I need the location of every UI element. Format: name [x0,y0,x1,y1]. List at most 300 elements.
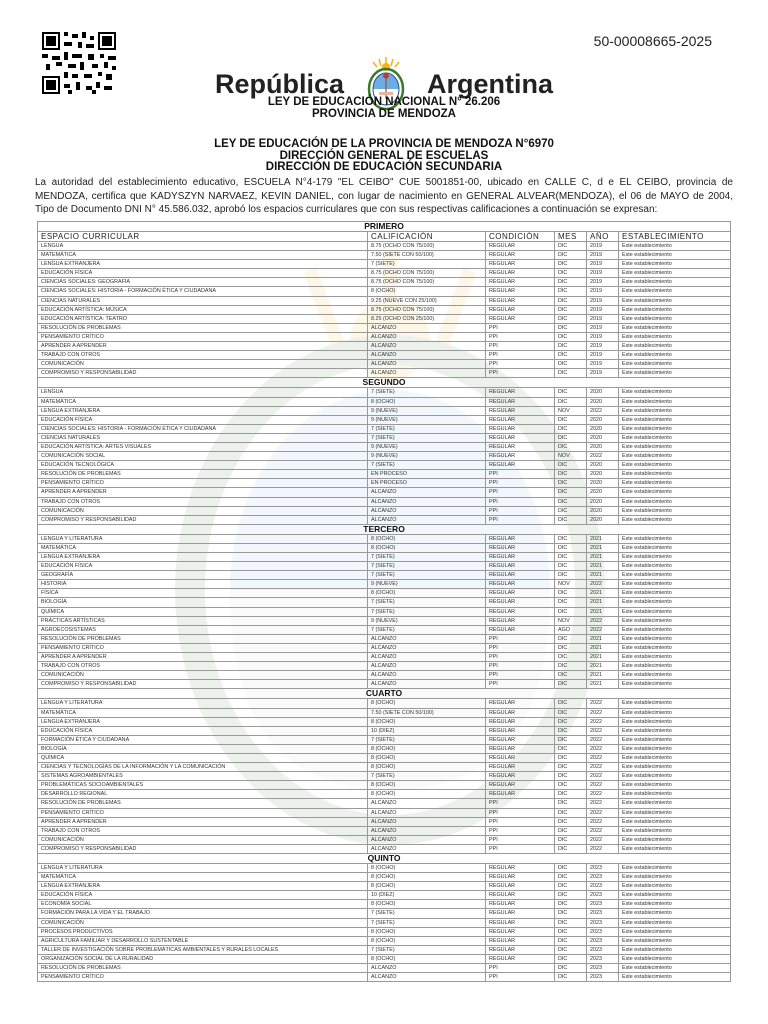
table-cell: ALCANZO [368,662,486,671]
table-row [38,790,731,799]
table-row [38,369,731,378]
table-row [38,360,731,369]
table-cell: CIENCIAS Y TECNOLOGÍAS DE LA INFORMACIÓN Y LA COMUNICACIÓN [38,763,368,772]
table-cell: 7 (SIETE) [368,909,486,918]
table-cell: ORGANIZACIÓN SOCIAL DE LA RURALIDAD [38,954,368,963]
table-cell: DIC [555,835,587,844]
table-cell: 2020 [587,515,619,524]
table-cell: 2022 [587,844,619,853]
column-header: CONDICIÓN [486,232,555,242]
table-row [38,799,731,808]
table-cell: REGULAR [486,269,555,278]
table-row [38,945,731,954]
table-cell: REGULAR [486,607,555,616]
table-cell: PPI [486,634,555,643]
table-row [38,717,731,726]
table-cell: ALCANZO [368,506,486,515]
table-cell: 2022 [587,699,619,708]
table-row [38,616,731,625]
section-title: TERCERO [38,524,731,534]
table-cell: 2021 [587,680,619,689]
table-cell: Este establecimiento [619,753,731,762]
table-cell: Este establecimiento [619,799,731,808]
table-cell: DIC [555,744,587,753]
section-row [38,222,731,232]
table-cell: DIC [555,424,587,433]
table-cell: 8 (OCHO) [368,744,486,753]
table-cell: Este establecimiento [619,891,731,900]
table-cell: REGULAR [486,424,555,433]
table-cell: REGULAR [486,442,555,451]
table-cell: DIC [555,433,587,442]
table-cell: DIC [555,671,587,680]
table-cell: DIC [555,351,587,360]
table-cell: 2019 [587,278,619,287]
table-cell: 9 (NUEVE) [368,580,486,589]
table-cell: 8 (OCHO) [368,864,486,873]
table-cell: 8 (OCHO) [368,873,486,882]
table-row [38,342,731,351]
table-row [38,753,731,762]
table-cell: 8 (OCHO) [368,927,486,936]
table-cell: DIC [555,515,587,524]
table-cell: MATEMÁTICA [38,543,368,552]
table-cell: Este establecimiento [619,397,731,406]
table-cell: EDUCACIÓN FÍSICA [38,562,368,571]
table-cell: 2020 [587,433,619,442]
table-cell: DIC [555,314,587,323]
table-row [38,287,731,296]
table-cell: DIC [555,844,587,853]
table-cell: Este establecimiento [619,616,731,625]
table-cell: DIC [555,964,587,973]
table-cell: 7 (SIETE) [368,562,486,571]
table-cell: Este establecimiento [619,571,731,580]
table-cell: NOV [555,580,587,589]
table-cell: PPI [486,643,555,652]
table-cell: DIC [555,269,587,278]
table-cell: Este establecimiento [619,882,731,891]
table-cell: 2020 [587,506,619,515]
table-row [38,406,731,415]
table-cell: CIENCIAS SOCIALES: HISTORIA - FORMACIÓN ÉTICA Y CIUDADANA [38,287,368,296]
table-cell: 2022 [587,616,619,625]
table-cell: ALCANZO [368,634,486,643]
column-header: CALIFICACIÓN [368,232,486,242]
table-row [38,671,731,680]
column-header: ESPACIO CURRICULAR [38,232,368,242]
table-cell: DIC [555,571,587,580]
table-cell: 2021 [587,671,619,680]
table-cell: Este establecimiento [619,662,731,671]
table-row [38,891,731,900]
table-cell: REGULAR [486,397,555,406]
table-cell: Este establecimiento [619,479,731,488]
table-row [38,562,731,571]
table-cell: 2019 [587,305,619,314]
table-row [38,680,731,689]
table-cell: 2019 [587,360,619,369]
table-cell: RESOLUCIÓN DE PROBLEMAS [38,964,368,973]
table-cell: PPI [486,964,555,973]
table-cell: 2022 [587,799,619,808]
table-row [38,506,731,515]
table-cell: DIC [555,251,587,260]
table-cell: DIC [555,442,587,451]
table-cell: DIC [555,699,587,708]
table-cell: 2019 [587,332,619,341]
table-cell: DIC [555,891,587,900]
table-cell: PPI [486,835,555,844]
table-cell: REGULAR [486,553,555,562]
table-cell: ALCANZO [368,680,486,689]
table-cell: ALCANZO [368,515,486,524]
table-cell: Este establecimiento [619,864,731,873]
table-cell: 2020 [587,488,619,497]
table-cell: TRABAJO CON OTROS [38,351,368,360]
table-cell: REGULAR [486,753,555,762]
table-cell: DIC [555,864,587,873]
table-cell: APRENDER A APRENDER [38,342,368,351]
table-cell: REGULAR [486,918,555,927]
table-cell: TRABAJO CON OTROS [38,826,368,835]
table-cell: LENGUA Y LITERATURA [38,699,368,708]
table-cell: Este establecimiento [619,424,731,433]
direction-secondary: DIRECCIÓN DE EDUCACIÓN SECUNDARIA [265,161,503,173]
table-cell: 9.25 (NUEVE CON 25/100) [368,296,486,305]
table-cell: DIC [555,772,587,781]
table-cell: APRENDER A APRENDER [38,488,368,497]
table-cell: LENGUA EXTRANJERA [38,717,368,726]
table-cell: ALCANZO [368,369,486,378]
table-cell: 7 (SIETE) [368,945,486,954]
table-cell: CIENCIAS NATURALES [38,296,368,305]
table-cell: 2022 [587,625,619,634]
table-cell: Este establecimiento [619,251,731,260]
table-cell: DIC [555,497,587,506]
table-cell: Este establecimiento [619,817,731,826]
table-cell: DIC [555,305,587,314]
table-cell: DIC [555,470,587,479]
table-cell: CIENCIAS SOCIALES: GEOGRAFÍA [38,278,368,287]
table-cell: REGULAR [486,882,555,891]
title-right: Argentina [427,68,554,99]
table-cell: Este establecimiento [619,314,731,323]
table-cell: 2020 [587,397,619,406]
table-cell: Este establecimiento [619,369,731,378]
table-cell: REGULAR [486,726,555,735]
table-cell: SISTEMAS AGROAMBIENTALES [38,772,368,781]
table-cell: Este establecimiento [619,260,731,269]
table-cell: 2023 [587,873,619,882]
table-cell: PPI [486,662,555,671]
table-cell: NOV [555,452,587,461]
table-cell: DIC [555,397,587,406]
table-cell: FÍSICA [38,589,368,598]
table-cell: 7 (SIETE) [368,461,486,470]
table-row [38,772,731,781]
section-row [38,689,731,699]
table-cell: 7 (SIETE) [368,772,486,781]
table-cell: Este establecimiento [619,488,731,497]
table-cell: EDUCACIÓN ARTÍSTICA: TEATRO [38,314,368,323]
table-cell: PPI [486,332,555,341]
table-cell: REGULAR [486,781,555,790]
table-row [38,461,731,470]
table-cell: 2023 [587,882,619,891]
table-cell: Este establecimiento [619,918,731,927]
table-cell: LENGUA EXTRANJERA [38,260,368,269]
table-cell: ALCANZO [368,323,486,332]
table-cell: LENGUA [38,242,368,251]
table-cell: REGULAR [486,772,555,781]
table-cell: 8.75 (OCHO CON 75/100) [368,305,486,314]
table-cell: 8 (OCHO) [368,753,486,762]
table-cell: 2019 [587,351,619,360]
table-cell: 2022 [587,726,619,735]
table-cell: 2021 [587,653,619,662]
table-row [38,296,731,305]
table-row [38,653,731,662]
table-cell: Este establecimiento [619,936,731,945]
table-cell: 7.50 (SIETE CON 50/100) [368,251,486,260]
table-cell: DIC [555,287,587,296]
table-cell: DIC [555,553,587,562]
table-cell: DIC [555,607,587,616]
table-cell: 7 (SIETE) [368,571,486,580]
table-cell: Este establecimiento [619,625,731,634]
table-cell: 7 (SIETE) [368,918,486,927]
table-cell: APRENDER A APRENDER [38,817,368,826]
section-title: SEGUNDO [38,378,731,388]
table-cell: 8 (OCHO) [368,397,486,406]
table-row [38,269,731,278]
table-cell: COMUNICACIÓN [38,360,368,369]
table-cell: FORMACIÓN ÉTICA Y CIUDADANA [38,735,368,744]
table-cell: DIC [555,945,587,954]
table-cell: REGULAR [486,589,555,598]
table-cell: ALCANZO [368,671,486,680]
table-cell: ALCANZO [368,844,486,853]
table-cell: 8.75 (OCHO CON 75/100) [368,242,486,251]
table-cell: ALCANZO [368,973,486,982]
table-cell: COMPROMISO Y RESPONSABILIDAD [38,844,368,853]
table-cell: LENGUA Y LITERATURA [38,534,368,543]
table-cell: 7.50 (SIETE CON 50/100) [368,708,486,717]
table-cell: DIC [555,342,587,351]
table-cell: REGULAR [486,790,555,799]
table-cell: 8 (OCHO) [368,936,486,945]
table-cell: DIC [555,534,587,543]
table-row [38,625,731,634]
table-cell: Este establecimiento [619,580,731,589]
table-row [38,260,731,269]
table-cell: 2022 [587,452,619,461]
table-cell: DIC [555,790,587,799]
table-cell: ALCANZO [368,653,486,662]
table-cell: Este establecimiento [619,653,731,662]
law-national: LEY DE EDUCACIÓN NACIONAL N° 26.206 [267,96,501,108]
table-cell: FORMACIÓN PARA LA VIDA Y EL TRABAJO [38,909,368,918]
section-row [38,854,731,864]
table-cell: Este establecimiento [619,607,731,616]
table-cell: MATEMÁTICA [38,397,368,406]
table-cell: PPI [486,515,555,524]
table-cell: 2019 [587,251,619,260]
table-cell: 9 (NUEVE) [368,616,486,625]
table-cell: DIC [555,763,587,772]
table-cell: Este establecimiento [619,534,731,543]
table-cell: GEOGRAFÍA [38,571,368,580]
table-cell: MATEMÁTICA [38,708,368,717]
table-cell: 2023 [587,918,619,927]
table-row [38,954,731,963]
table-cell: 2019 [587,296,619,305]
table-cell: LENGUA EXTRANJERA [38,882,368,891]
table-cell: Este establecimiento [619,909,731,918]
table-row [38,314,731,323]
table-cell: 2022 [587,817,619,826]
table-cell: AGROECOSISTEMAS [38,625,368,634]
table-cell: TRABAJO CON OTROS [38,662,368,671]
table-cell: REGULAR [486,954,555,963]
table-cell: 2020 [587,415,619,424]
table-cell: COMUNICACIÓN [38,506,368,515]
column-header: MES [555,232,587,242]
table-row [38,634,731,643]
table-row [38,397,731,406]
table-cell: AGO [555,625,587,634]
table-cell: DIC [555,332,587,341]
table-cell: Este establecimiento [619,699,731,708]
table-cell: 2022 [587,772,619,781]
table-cell: DIC [555,461,587,470]
table-row [38,808,731,817]
table-cell: DIC [555,543,587,552]
table-cell: 2019 [587,369,619,378]
table-cell: 2022 [587,717,619,726]
table-cell: PPI [486,488,555,497]
table-row [38,515,731,524]
table-cell: Este establecimiento [619,717,731,726]
table-row [38,251,731,260]
table-cell: ALCANZO [368,799,486,808]
table-row [38,973,731,982]
table-cell: DIC [555,653,587,662]
section-title: CUARTO [38,689,731,699]
table-cell: AGRICULTURA FAMILIAR Y DESARROLLO SUSTENTABLE [38,936,368,945]
table-cell: Este establecimiento [619,388,731,397]
table-cell: TALLER DE INVESTIGACIÓN SOBRE PROBLEMÁTICAS AMBIENTALES Y RURALES LOCALES [38,945,368,954]
table-cell: 2021 [587,553,619,562]
table-cell: Este establecimiento [619,452,731,461]
table-cell: 10 (DIEZ) [368,726,486,735]
table-row [38,927,731,936]
table-cell: 2020 [587,479,619,488]
table-cell: 7 (SIETE) [368,625,486,634]
table-row [38,351,731,360]
table-cell: 2023 [587,964,619,973]
table-cell: Este establecimiento [619,269,731,278]
table-cell: MATEMÁTICA [38,873,368,882]
table-cell: 2021 [587,534,619,543]
table-cell: REGULAR [486,461,555,470]
table-row [38,662,731,671]
table-cell: Este establecimiento [619,433,731,442]
table-cell: Este establecimiento [619,287,731,296]
table-cell: Este establecimiento [619,744,731,753]
table-cell: ALCANZO [368,817,486,826]
table-cell: REGULAR [486,406,555,415]
table-cell: 2022 [587,735,619,744]
table-cell: 2022 [587,826,619,835]
table-cell: PPI [486,479,555,488]
table-cell: 2023 [587,864,619,873]
table-cell: ECONOMÍA SOCIAL [38,900,368,909]
table-cell: 2021 [587,571,619,580]
table-cell: Este establecimiento [619,927,731,936]
table-cell: 8 (OCHO) [368,534,486,543]
table-cell: PPI [486,817,555,826]
table-cell: COMUNICACIÓN [38,671,368,680]
table-cell: REGULAR [486,699,555,708]
table-cell: DIC [555,562,587,571]
table-cell: 2019 [587,242,619,251]
table-cell: REGULAR [486,534,555,543]
table-cell: Este establecimiento [619,900,731,909]
table-cell: 8.75 (OCHO CON 75/100) [368,278,486,287]
table-row [38,781,731,790]
table-cell: Este establecimiento [619,781,731,790]
table-cell: Este establecimiento [619,406,731,415]
table-cell: ALCANZO [368,835,486,844]
table-cell: Este establecimiento [619,844,731,853]
table-cell: 2019 [587,287,619,296]
table-cell: Este establecimiento [619,305,731,314]
table-cell: 7 (SIETE) [368,388,486,397]
table-cell: 7 (SIETE) [368,424,486,433]
table-cell: APRENDER A APRENDER [38,653,368,662]
table-cell: Este establecimiento [619,680,731,689]
table-cell: CIENCIAS SOCIALES: HISTORIA - FORMACIÓN ÉTICA Y CIUDADANA [38,424,368,433]
table-cell: PPI [486,360,555,369]
table-cell: 8 (OCHO) [368,543,486,552]
table-cell: 9 (NUEVE) [368,442,486,451]
table-cell: 2020 [587,388,619,397]
table-cell: REGULAR [486,625,555,634]
table-cell: 2021 [587,662,619,671]
table-cell: 8 (OCHO) [368,589,486,598]
table-cell: PROCESOS PRODUCTIVOS [38,927,368,936]
table-row [38,735,731,744]
table-cell: DIC [555,278,587,287]
table-cell: DIC [555,826,587,835]
table-cell: 2023 [587,891,619,900]
table-cell: EDUCACIÓN ARTÍSTICA: ARTES VISUALES [38,442,368,451]
table-cell: 2022 [587,406,619,415]
table-cell: REGULAR [486,251,555,260]
table-cell: REGULAR [486,744,555,753]
table-cell: REGULAR [486,242,555,251]
table-cell: Este establecimiento [619,351,731,360]
table-cell: COMUNICACIÓN [38,835,368,844]
table-row [38,534,731,543]
title-left: República [214,68,344,99]
table-cell: PPI [486,506,555,515]
table-cell: Este establecimiento [619,415,731,424]
table-cell: BIOLOGÍA [38,598,368,607]
table-cell: PPI [486,799,555,808]
